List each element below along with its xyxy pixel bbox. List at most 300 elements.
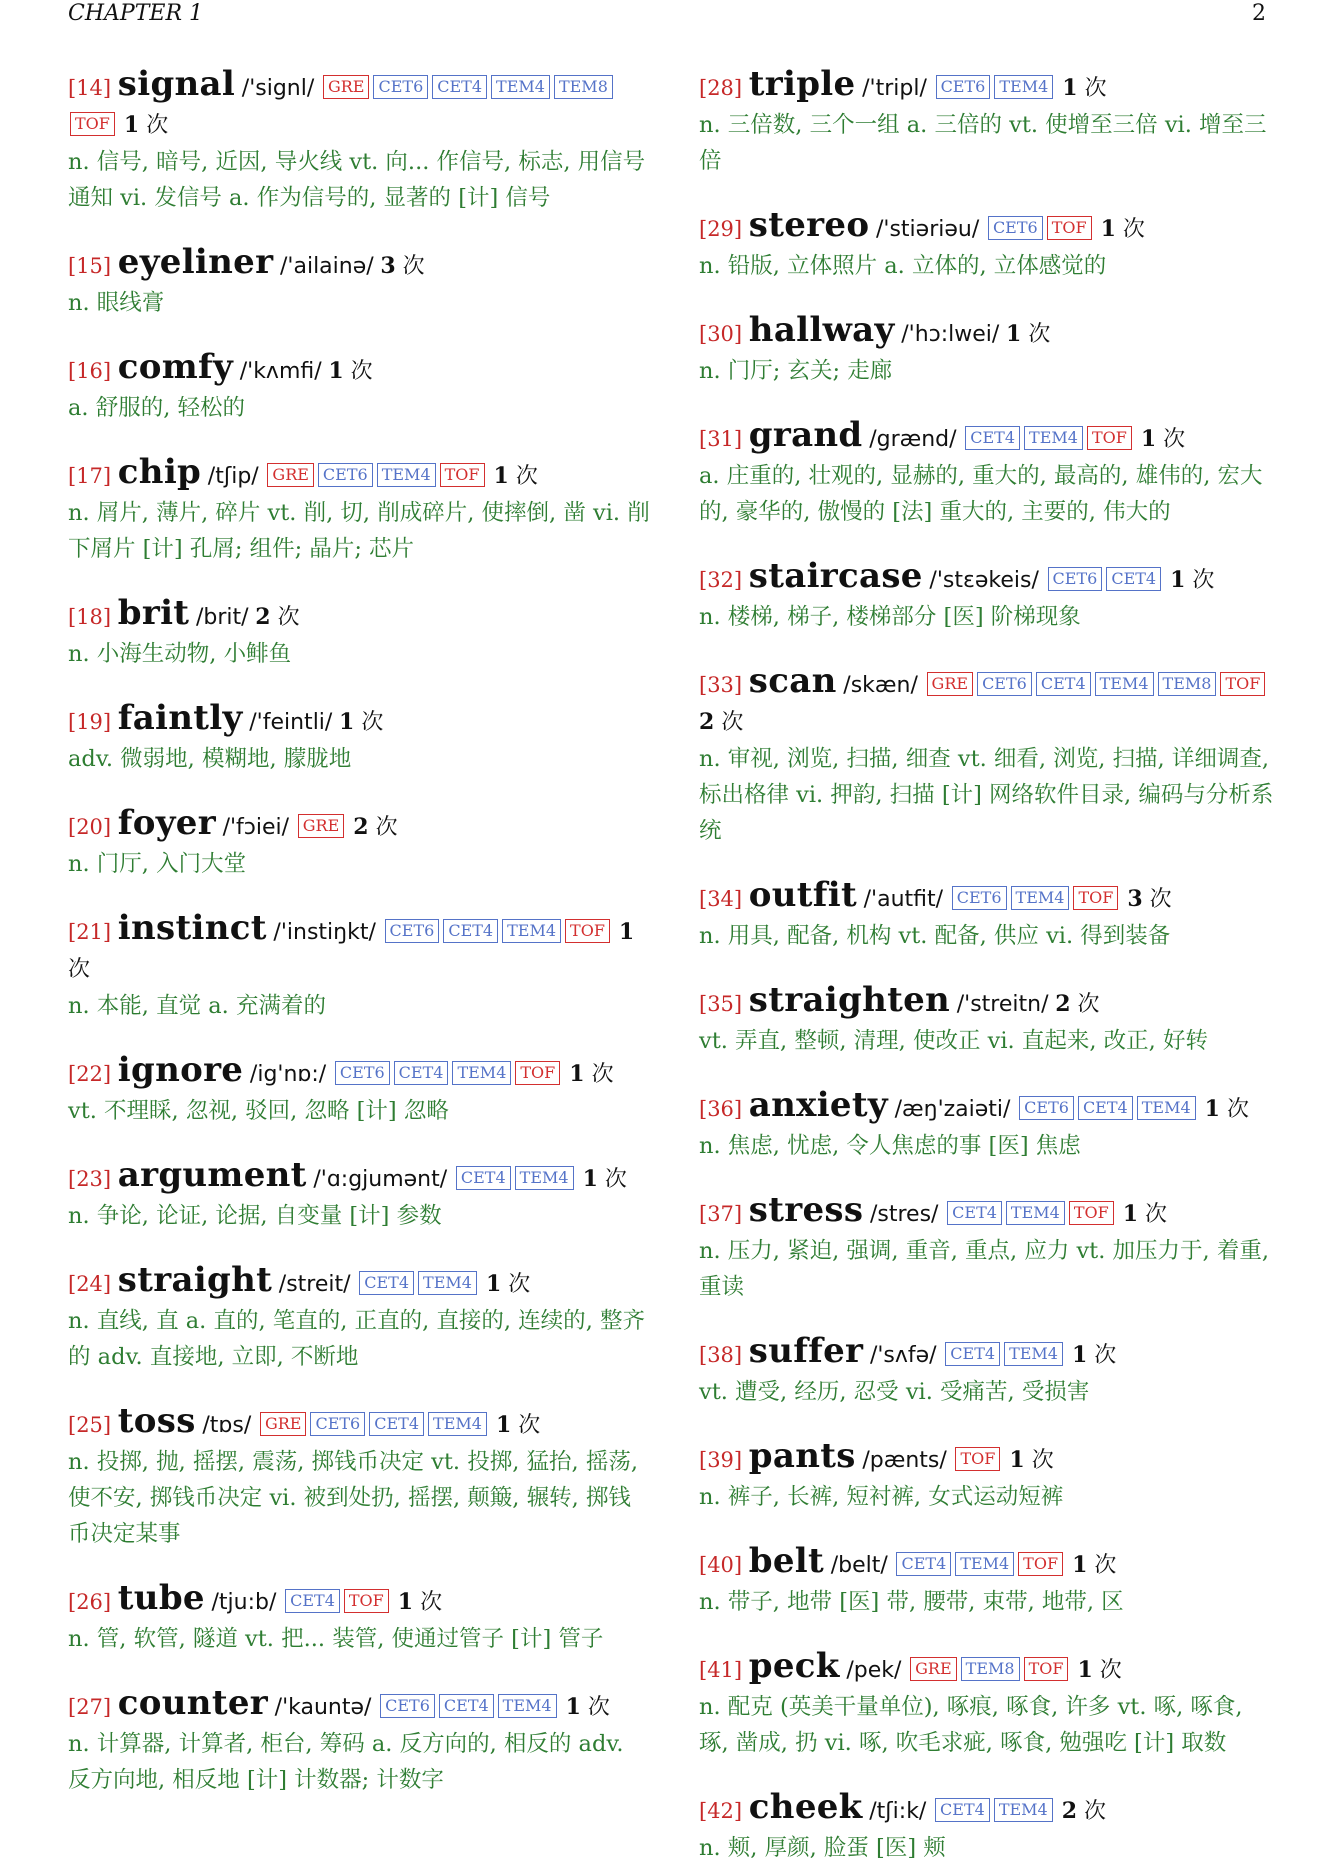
entry-word: belt <box>748 1541 825 1581</box>
entry-definition: n. 审视, 浏览, 扫描, 细查 vt. 细看, 浏览, 扫描, 详细调查, 标出格律 vi. 押韵, 扫描 [计] 网络软件目录, 编码与分析系统 <box>699 746 1274 844</box>
count-value: 1 <box>1170 567 1186 593</box>
entry-phonetic: /grænd/ <box>869 427 957 452</box>
dictionary-entry <box>699 1333 1279 1410</box>
entry-number: [27] <box>68 1695 112 1719</box>
count-value: 1 <box>493 463 509 489</box>
count-unit: 次 <box>587 1695 610 1720</box>
count-value: 2 <box>1061 1798 1078 1824</box>
occurrence-count <box>391 1590 442 1615</box>
entry-number: [16] <box>68 359 112 383</box>
entry-word: foyer <box>117 803 216 843</box>
entry-headline <box>699 1333 1279 1374</box>
exam-tag: CET6 <box>952 886 1007 910</box>
occurrence-count <box>1070 1658 1121 1683</box>
entry-word: straighten <box>748 980 951 1020</box>
count-value: 1 <box>397 1589 414 1615</box>
count-unit: 次 <box>361 710 384 735</box>
entry-headline <box>68 1580 650 1621</box>
entry-definition: n. 信号, 暗号, 近因, 导火线 vt. 向... 作信号, 标志, 用信号通知 vi. 发信号 a. 作为信号的, 显著的 [计] 信号 <box>68 149 646 211</box>
right-column <box>699 66 1279 1866</box>
count-value: 3 <box>380 253 396 279</box>
dictionary-entry <box>68 910 650 1024</box>
entry-number: [24] <box>68 1272 112 1296</box>
occurrence-count <box>117 113 168 138</box>
count-value: 1 <box>1204 1096 1220 1122</box>
exam-tag: CET4 <box>935 1798 990 1822</box>
count-value: 1 <box>1077 1657 1093 1683</box>
entry-definition: n. 本能, 直觉 a. 充满着的 <box>68 993 326 1019</box>
dictionary-entry <box>68 1685 650 1798</box>
occurrence-count <box>339 710 383 735</box>
entry-headline <box>699 663 1279 741</box>
entry-phonetic: /'signl/ <box>241 76 315 101</box>
entry-number: [18] <box>68 605 112 629</box>
count-value: 1 <box>1006 321 1022 347</box>
entry-phonetic: /'tripl/ <box>862 76 927 101</box>
entry-definition: vt. 不理睬, 忽视, 驳回, 忽略 [计] 忽略 <box>68 1098 449 1124</box>
entry-headline <box>699 1438 1279 1479</box>
exam-tag: CET4 <box>369 1412 424 1436</box>
exam-tag: TEM4 <box>377 463 436 487</box>
entry-headline <box>68 1685 650 1726</box>
count-unit: 次 <box>375 815 398 840</box>
exam-tag: TOF <box>565 919 610 943</box>
occurrence-count <box>559 1695 610 1720</box>
dictionary-entry <box>68 1580 650 1657</box>
entry-definition: n. 压力, 紧迫, 强调, 重音, 重点, 应力 vt. 加压力于, 着重, 重读 <box>699 1238 1269 1300</box>
entry-headline <box>699 558 1279 599</box>
count-value: 1 <box>1122 1201 1139 1227</box>
occurrence-count <box>328 359 372 384</box>
exam-tag: TOF <box>955 1447 1000 1471</box>
entry-word: grand <box>748 415 863 455</box>
entry-phonetic: /ig'nɒ:/ <box>249 1062 327 1087</box>
entry-headline <box>699 1087 1279 1128</box>
entry-number: [21] <box>68 920 112 944</box>
count-unit: 次 <box>1192 568 1215 593</box>
exam-tag: GRE <box>298 814 345 838</box>
entry-definition: n. 屑片, 薄片, 碎片 vt. 削, 切, 削成碎片, 使摔倒, 凿 vi. 削下屑片 [计] 孔屑; 组件; 晶片; 芯片 <box>68 500 650 562</box>
chapter-title: CHAPTER 1 <box>68 1 203 26</box>
entry-word: comfy <box>117 347 234 387</box>
entry-phonetic: /belt/ <box>830 1553 888 1578</box>
exam-tag: TEM4 <box>428 1412 487 1436</box>
exam-tag: TOF <box>344 1589 389 1613</box>
dictionary-entry <box>68 700 650 777</box>
exam-tag: TOF <box>70 112 115 136</box>
count-value: 1 <box>495 1412 512 1438</box>
entry-phonetic: /'stɛəkeis/ <box>929 568 1039 593</box>
count-unit: 次 <box>1077 992 1100 1017</box>
exam-tag: GRE <box>323 75 370 99</box>
entry-definition: n. 带子, 地带 [医] 带, 腰带, 束带, 地带, 区 <box>699 1589 1124 1615</box>
count-value: 1 <box>1071 1342 1088 1368</box>
count-unit: 次 <box>1149 887 1172 912</box>
entry-number: [20] <box>68 815 112 839</box>
exam-tag: TEM4 <box>1137 1096 1196 1120</box>
count-unit: 次 <box>402 254 425 279</box>
entry-phonetic: /pek/ <box>846 1658 902 1683</box>
count-unit: 次 <box>518 1413 541 1438</box>
entry-definition: n. 直线, 直 a. 直的, 笔直的, 正直的, 直接的, 连续的, 整齐的 adv. 直接地, 立即, 不断地 <box>68 1308 645 1370</box>
entry-word: instinct <box>117 908 267 948</box>
exam-tag: CET6 <box>977 672 1032 696</box>
dictionary-entry <box>699 982 1279 1059</box>
entry-number: [28] <box>699 76 743 100</box>
entry-definition: n. 裤子, 长裤, 短衬裤, 女式运动短裤 <box>699 1484 1064 1510</box>
count-unit: 次 <box>420 1590 443 1615</box>
count-value: 1 <box>1100 216 1116 242</box>
exam-tag: CET6 <box>1019 1096 1074 1120</box>
entry-definition: n. 计算器, 计算者, 柜台, 筹码 a. 反方向的, 相反的 adv. 反方向地, 相反地 [计] 计数器; 计数字 <box>68 1731 624 1793</box>
exam-tag: GRE <box>910 1657 957 1681</box>
occurrence-count <box>479 1272 530 1297</box>
entry-definition: n. 楼梯, 梯子, 楼梯部分 [医] 阶梯现象 <box>699 604 1081 630</box>
entry-number: [35] <box>699 992 743 1016</box>
count-unit: 次 <box>146 113 169 138</box>
count-value: 1 <box>328 358 344 384</box>
exam-tag: TOF <box>1024 1657 1069 1681</box>
entry-phonetic: /'kʌmfi/ <box>239 359 322 384</box>
exam-tag: CET4 <box>443 919 498 943</box>
dictionary-entry <box>699 877 1279 954</box>
entry-phonetic: /tʃi:k/ <box>869 1799 927 1824</box>
entry-definition: n. 三倍数, 三个一组 a. 三倍的 vt. 使增至三倍 vi. 增至三倍 <box>699 112 1267 174</box>
dictionary-entry <box>68 244 650 321</box>
exam-tag: TOF <box>1220 672 1265 696</box>
exam-tag: TOF <box>515 1061 560 1085</box>
entry-number: [42] <box>699 1799 743 1823</box>
entry-phonetic: /æŋ'zaiəti/ <box>894 1097 1011 1122</box>
entry-definition: vt. 弄直, 整顿, 清理, 使改正 vi. 直起来, 改正, 好转 <box>699 1028 1208 1054</box>
exam-tag: TEM4 <box>502 919 561 943</box>
entry-headline <box>699 1543 1279 1584</box>
entry-headline <box>68 1403 650 1444</box>
entry-phonetic: /'kauntə/ <box>274 1695 372 1720</box>
entry-word: anxiety <box>748 1085 888 1125</box>
entry-headline <box>68 66 650 144</box>
entry-word: eyeliner <box>117 242 274 282</box>
entry-headline <box>68 595 650 636</box>
occurrence-count <box>1055 76 1106 101</box>
entry-definition: a. 舒服的, 轻松的 <box>68 395 246 421</box>
entry-word: triple <box>748 64 856 104</box>
entry-number: [23] <box>68 1167 112 1191</box>
count-unit: 次 <box>1099 1658 1122 1683</box>
occurrence-count <box>1055 1799 1106 1824</box>
entry-number: [26] <box>68 1590 112 1614</box>
entry-definition: n. 小海生动物, 小鲱鱼 <box>68 641 292 667</box>
exam-tag: CET4 <box>947 1201 1002 1225</box>
entry-headline <box>68 805 650 846</box>
count-value: 1 <box>339 709 355 735</box>
count-unit: 次 <box>1145 1202 1168 1227</box>
entry-headline <box>699 982 1279 1023</box>
count-unit: 次 <box>1084 76 1107 101</box>
occurrence-count <box>1116 1202 1167 1227</box>
exam-tag: TEM4 <box>994 75 1053 99</box>
entry-word: hallway <box>748 310 895 350</box>
exam-tag: TEM4 <box>452 1061 511 1085</box>
occurrence-count <box>1198 1097 1249 1122</box>
exam-tag: TEM4 <box>515 1166 574 1190</box>
entry-headline <box>699 417 1279 458</box>
count-unit: 次 <box>721 710 744 735</box>
count-unit: 次 <box>1084 1799 1107 1824</box>
entry-word: signal <box>117 64 236 104</box>
count-value: 2 <box>353 814 369 840</box>
dictionary-entry <box>68 1052 650 1129</box>
count-unit: 次 <box>350 359 373 384</box>
count-value: 2 <box>255 604 271 630</box>
entry-number: [33] <box>699 673 743 697</box>
entry-phonetic: /'ɑ:gjumənt/ <box>313 1167 448 1192</box>
exam-tag: CET4 <box>394 1061 449 1085</box>
exam-tag: CET4 <box>896 1552 951 1576</box>
occurrence-count <box>1094 217 1145 242</box>
dictionary-entry <box>699 1789 1279 1866</box>
count-unit: 次 <box>1122 217 1145 242</box>
exam-tag: GRE <box>927 672 974 696</box>
count-value: 1 <box>569 1061 585 1087</box>
exam-tag: CET4 <box>439 1694 494 1718</box>
dictionary-entry <box>699 312 1279 389</box>
exam-tag: CET6 <box>373 75 428 99</box>
dictionary-entry <box>699 663 1279 849</box>
count-value: 3 <box>1127 886 1143 912</box>
dictionary-entry <box>699 1543 1279 1620</box>
exam-tag: CET4 <box>945 1342 1000 1366</box>
entry-definition: n. 眼线膏 <box>68 290 165 316</box>
entry-phonetic: /'autfit/ <box>863 887 944 912</box>
count-value: 1 <box>1140 426 1157 452</box>
exam-tag: TOF <box>1087 426 1132 450</box>
entry-number: [14] <box>68 76 112 100</box>
entry-number: [40] <box>699 1553 743 1577</box>
dictionary-entry <box>68 1157 650 1234</box>
entry-phonetic: /skæn/ <box>843 673 918 698</box>
entry-number: [32] <box>699 568 743 592</box>
exam-tag: TEM4 <box>418 1271 477 1295</box>
dictionary-entry <box>68 454 650 567</box>
occurrence-count <box>380 254 424 279</box>
count-unit: 次 <box>1094 1343 1117 1368</box>
dictionary-entry <box>68 595 650 672</box>
exam-tag: TEM4 <box>1024 426 1083 450</box>
exam-tag: TEM4 <box>1006 1201 1065 1225</box>
occurrence-count <box>487 464 538 489</box>
exam-tag: GRE <box>260 1412 307 1436</box>
exam-tag: TOF <box>1047 216 1092 240</box>
entry-word: cheek <box>748 1787 863 1827</box>
entry-phonetic: /stres/ <box>869 1202 939 1227</box>
entry-headline <box>699 1648 1279 1689</box>
exam-tag: CET6 <box>310 1412 365 1436</box>
exam-tag: TOF <box>440 463 485 487</box>
entry-definition: vt. 遭受, 经历, 忍受 vi. 受痛苦, 受损害 <box>699 1379 1090 1405</box>
count-unit: 次 <box>515 464 538 489</box>
count-value: 2 <box>699 709 715 735</box>
dictionary-entry <box>699 1648 1279 1761</box>
exam-tag: CET4 <box>285 1589 340 1613</box>
entry-phonetic: /'sʌfə/ <box>869 1343 937 1368</box>
occurrence-count <box>1163 568 1214 593</box>
dictionary-entry <box>68 1262 650 1375</box>
entry-word: toss <box>117 1401 196 1441</box>
dictionary-entry <box>699 1438 1279 1515</box>
entry-phonetic: /'instiŋkt/ <box>273 920 376 945</box>
dictionary-entry <box>68 1403 650 1552</box>
entry-headline <box>699 877 1279 918</box>
exam-tag: TEM8 <box>554 75 613 99</box>
exam-tag: CET6 <box>1048 567 1103 591</box>
count-value: 1 <box>123 112 140 138</box>
entry-headline <box>68 244 650 285</box>
entry-phonetic: /streit/ <box>278 1272 351 1297</box>
exam-tag: TEM4 <box>1011 886 1070 910</box>
entry-word: staircase <box>748 556 923 596</box>
entry-word: brit <box>117 593 190 633</box>
entry-word: suffer <box>748 1331 864 1371</box>
entry-headline <box>68 1052 650 1093</box>
entry-definition: n. 门厅; 玄关; 走廊 <box>699 358 893 384</box>
exam-tag: TEM4 <box>491 75 550 99</box>
entry-phonetic: /'fɔiei/ <box>222 815 290 840</box>
count-unit: 次 <box>1094 1553 1117 1578</box>
count-value: 1 <box>1072 1552 1088 1578</box>
exam-tag: GRE <box>267 463 314 487</box>
count-unit: 次 <box>1031 1448 1054 1473</box>
occurrence-count <box>1055 992 1099 1017</box>
exam-tag: TEM4 <box>498 1694 557 1718</box>
occurrence-count <box>346 815 397 840</box>
entry-definition: adv. 微弱地, 模糊地, 朦胧地 <box>68 746 352 772</box>
dictionary-entry <box>699 1087 1279 1164</box>
count-unit: 次 <box>277 605 300 630</box>
entry-definition: n. 争论, 论证, 论据, 自变量 [计] 参数 <box>68 1203 442 1229</box>
entry-headline <box>68 454 650 495</box>
entry-number: [17] <box>68 464 112 488</box>
count-unit: 次 <box>1028 322 1051 347</box>
entry-phonetic: /'feintli/ <box>249 710 333 735</box>
entry-word: scan <box>748 661 837 701</box>
entry-phonetic: /'hɔ:lwei/ <box>901 322 1000 347</box>
entry-word: stress <box>748 1190 864 1230</box>
entry-word: pants <box>748 1436 856 1476</box>
entry-number: [38] <box>699 1343 743 1367</box>
exam-tag: CET4 <box>432 75 487 99</box>
entry-number: [41] <box>699 1658 743 1682</box>
exam-tag: CET6 <box>385 919 440 943</box>
exam-tag: CET4 <box>1106 567 1161 591</box>
occurrence-count <box>489 1413 540 1438</box>
entry-phonetic: /'stiəriəu/ <box>876 217 980 242</box>
count-unit: 次 <box>604 1167 627 1192</box>
entry-number: [36] <box>699 1097 743 1121</box>
occurrence-count <box>1120 887 1171 912</box>
entry-number: [31] <box>699 427 743 451</box>
entry-headline <box>68 700 650 741</box>
dictionary-entry <box>68 66 650 216</box>
exam-tag: TEM4 <box>994 1798 1053 1822</box>
exam-tag: CET4 <box>965 426 1020 450</box>
dictionary-entry <box>699 558 1279 635</box>
occurrence-count <box>1006 322 1050 347</box>
entry-definition: n. 管, 软管, 隧道 vt. 把... 装管, 使通过管子 [计] 管子 <box>68 1626 604 1652</box>
dictionary-entry <box>699 417 1279 530</box>
count-value: 1 <box>1062 75 1078 101</box>
count-unit: 次 <box>508 1272 531 1297</box>
entry-headline <box>68 349 650 390</box>
count-value: 1 <box>565 1694 581 1720</box>
entry-headline <box>699 207 1279 248</box>
exam-tag: TEM8 <box>961 1657 1020 1681</box>
entry-definition: n. 焦虑, 忧虑, 令人焦虑的事 [医] 焦虑 <box>699 1133 1081 1159</box>
exam-tag: TOF <box>1073 886 1118 910</box>
entry-number: [37] <box>699 1202 743 1226</box>
occurrence-count <box>255 605 299 630</box>
entry-number: [30] <box>699 322 743 346</box>
exam-tag: TOF <box>1069 1201 1114 1225</box>
entry-phonetic: /'ailainə/ <box>280 254 374 279</box>
count-unit: 次 <box>68 957 91 982</box>
entry-word: tube <box>117 1578 205 1618</box>
dictionary-entry <box>699 66 1279 179</box>
page-number: 2 <box>1252 1 1266 26</box>
entry-phonetic: /brit/ <box>196 605 249 630</box>
entry-number: [25] <box>68 1413 112 1437</box>
dictionary-entry <box>699 207 1279 284</box>
occurrence-count <box>1065 1553 1116 1578</box>
entry-word: faintly <box>117 698 243 738</box>
exam-tag: CET6 <box>988 216 1043 240</box>
count-value: 1 <box>485 1271 502 1297</box>
dictionary-entry <box>68 349 650 426</box>
exam-tag: CET6 <box>335 1061 390 1085</box>
exam-tag: TEM4 <box>1095 672 1154 696</box>
count-unit: 次 <box>591 1062 614 1087</box>
entry-word: ignore <box>117 1050 244 1090</box>
exam-tag: CET4 <box>1078 1096 1133 1120</box>
exam-tag: CET4 <box>456 1166 511 1190</box>
entry-definition: n. 用具, 配备, 机构 vt. 配备, 供应 vi. 得到装备 <box>699 923 1171 949</box>
count-value: 2 <box>1055 991 1071 1017</box>
entry-word: stereo <box>748 205 870 245</box>
entry-number: [22] <box>68 1062 112 1086</box>
entry-headline <box>68 1157 650 1198</box>
exam-tag: TEM4 <box>1004 1342 1063 1366</box>
exam-tag: CET6 <box>380 1694 435 1718</box>
occurrence-count <box>562 1062 613 1087</box>
entry-headline <box>68 910 650 988</box>
entry-number: [29] <box>699 217 743 241</box>
entry-word: straight <box>117 1260 273 1300</box>
entry-headline <box>699 66 1279 107</box>
entry-headline <box>699 1192 1279 1233</box>
entry-word: counter <box>117 1683 268 1723</box>
entry-word: peck <box>748 1646 840 1686</box>
entry-definition: n. 投掷, 抛, 摇摆, 震荡, 掷钱币决定 vt. 投掷, 猛抬, 摇荡, 使不安, 掷钱币决定 vi. 被到处扔, 摇摆, 颠簸, 辗转, 掷钱币决定某事 <box>68 1449 638 1547</box>
entry-word: argument <box>117 1155 307 1195</box>
exam-tag: CET4 <box>359 1271 414 1295</box>
occurrence-count <box>576 1167 627 1192</box>
entry-definition: n. 配克 (英美干量单位), 啄痕, 啄食, 许多 vt. 啄, 啄食, 琢, 凿成, 扔 vi. 啄, 吹毛求疵, 啄食, 勉强吃 [计] 取数 <box>699 1694 1243 1756</box>
entry-definition: n. 铅版, 立体照片 a. 立体的, 立体感觉的 <box>699 253 1107 279</box>
entry-phonetic: /tʃip/ <box>207 464 259 489</box>
entry-number: [15] <box>68 254 112 278</box>
entry-word: outfit <box>748 875 857 915</box>
entry-phonetic: /pænts/ <box>862 1448 947 1473</box>
